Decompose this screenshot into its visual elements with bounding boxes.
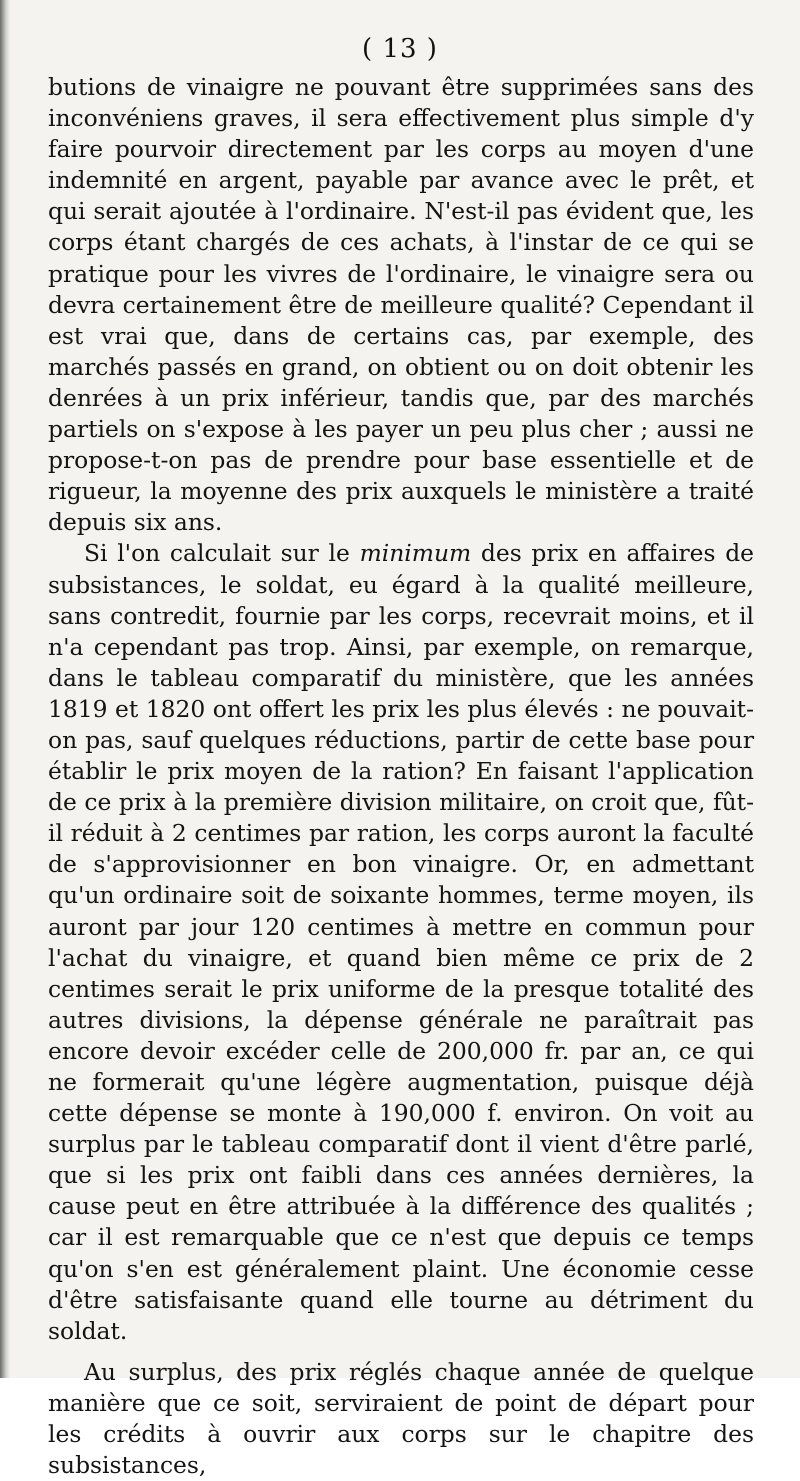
minimum-emphasis: minimum bbox=[359, 539, 472, 568]
paragraph-2-start: Si l'on calculait sur le bbox=[84, 539, 360, 568]
paragraph-2-rest: des prix en affaires de subsistances, le soldat, eu égard à la qualité meilleure, sans contredit, fournie par les corps, recevrait moins, et il n'a cependant pas trop. Ainsi, par exemple, on remarque, dans le tableau comparatif du ministère, que les années 1819 et 1820 ont offert les prix les plus élevés : ne pouvait-on pas, sauf quelques réductions, partir de cette base pour établir le prix moyen de la ration? En faisant l'application de ce prix à la première division militaire, on croit que, fût-il réduit à 2 centimes par ration, les corps auront la faculté de s'approvisionner en bon vinaigre. Or, en admettant qu'un ordinaire soit de soixante hommes, terme moyen, ils auront par jour 120 centimes à mettre en commun pour l'achat du vinaigre, et quand bien même ce prix de 2 centimes serait le prix uniforme de la presque totalité des autres divisions, la dépense générale ne paraîtrait pas encore devoir excéder celle de 200,000 fr. par an, ce qui ne formerait qu'une légère augmentation, puisque déjà cette dépense se monte à 190,000 f. environ. On voit au surplus par le tableau comparatif dont il vient d'être parlé, que si les prix ont faibli dans ces années dernières, la cause peut en être attribuée à la différence des qualités ; car il est remarquable que ce n'est que depuis ce temps qu'on s'en est généralement plaint. Une économie cesse d'être satisfaisante quand elle tourne au détriment du soldat. bbox=[48, 539, 755, 1345]
page-number: ( 13 ) bbox=[362, 34, 438, 64]
paragraph-1: butions de vinaigre ne pouvant être supprimées sans des inconvéniens graves, il sera effectivement plus simple d'y faire pourvoir directement par les corps au moyen d'une indemnité en argent, payable par avance avec le prêt, et qui serait ajoutée à l'ordinaire. N'est-il pas évident que, les corps étant chargés de ces achats, à l'instar de ce qui se pratique pour les vivres de l'ordinaire, le vinaigre sera ou devra certainement être de meilleure qualité? Cependant il est vrai que, dans de certains cas, par exemple, des marchés passés en grand, on obtient ou on doit obtenir les denrées à un prix inférieur, tandis que, par des marchés partiels on s'expose à les payer un peu plus cher ; aussi ne propose-t-on pas de prendre pour base essentielle et de rigueur, la moyenne des prix auxquels le ministère a traité depuis six ans. bbox=[48, 73, 754, 537]
body-text bbox=[48, 72, 754, 1481]
paragraph-2 bbox=[48, 538, 754, 1346]
paragraph-3: Au surplus, des prix réglés chaque année de quelque manière que ce soit, serviraient de point de départ pour les crédits à ouvrir aux corps sur le chapitre des subsistances, bbox=[48, 1357, 754, 1480]
page-binding-shadow bbox=[0, 0, 10, 1378]
